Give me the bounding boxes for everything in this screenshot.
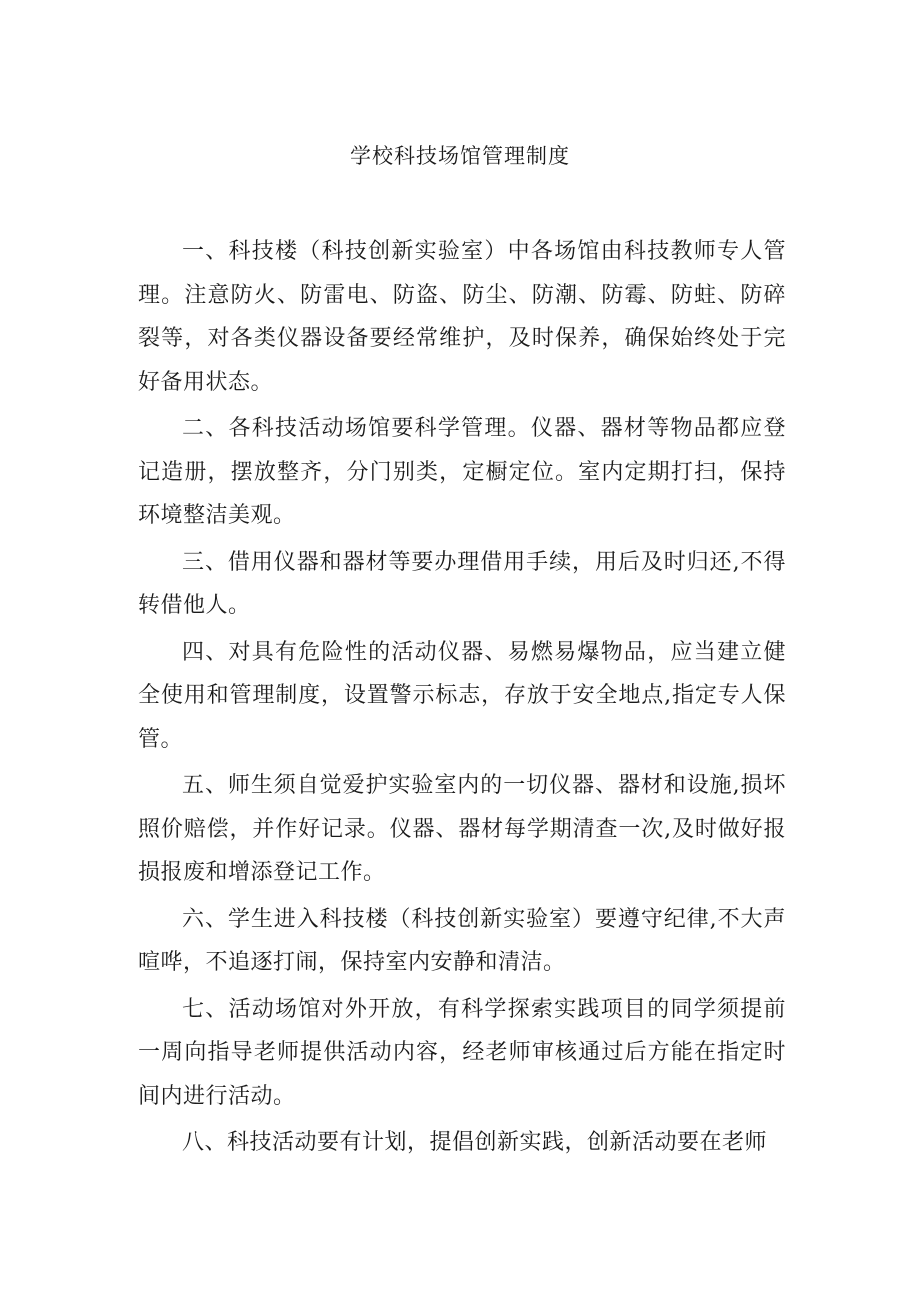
document-title: 学校科技场馆管理制度 xyxy=(350,144,570,168)
rule-paragraph-4: 四、对具有危险性的活动仪器、易燃易爆物品，应当建立健全使用和管理制度，设置警示标志，存放于安全地点,指定专人保管。 xyxy=(138,639,786,752)
rule-paragraph-1: 一、科技楼（科技创新实验室）中各场馆由科技教师专人管理。注意防火、防雷电、防盗、防尘、防潮、防霉、防蛀、防碎裂等，对各类仪器设备要经常维护，及时保养，确保始终处于完好备用状态。 xyxy=(138,239,786,395)
rule-paragraph-2: 二、各科技活动场馆要科学管理。仪器、器材等物品都应登记造册，摆放整齐，分门别类，定橱定位。室内定期打扫，保持环境整洁美观。 xyxy=(138,416,786,528)
document-body xyxy=(138,230,786,1168)
rule-paragraph-7: 七、活动场馆对外开放，有科学探索实践项目的同学须提前一周向指导老师提供活动内容，经老师审核通过后方能在指定时间内进行活动。 xyxy=(138,996,786,1109)
rule-paragraph-3: 三、借用仪器和器材等要办理借用手续，用后及时归还,不得转借他人。 xyxy=(138,549,786,618)
rule-paragraph-8: 八、科技活动要有计划，提倡创新实践，创新活动要在老师 xyxy=(182,1130,768,1155)
rule-paragraph-6: 六、学生进入科技楼（科技创新实验室）要遵守纪律,不大声喧哗，不追逐打闹，保持室内安静和清洁。 xyxy=(138,906,786,975)
rule-paragraph-5: 五、师生须自觉爱护实验室内的一切仪器、器材和设施,损坏照价赔偿，并作好记录。仪器、器材每学期清查一次,及时做好报损报废和增添登记工作。 xyxy=(138,773,786,885)
